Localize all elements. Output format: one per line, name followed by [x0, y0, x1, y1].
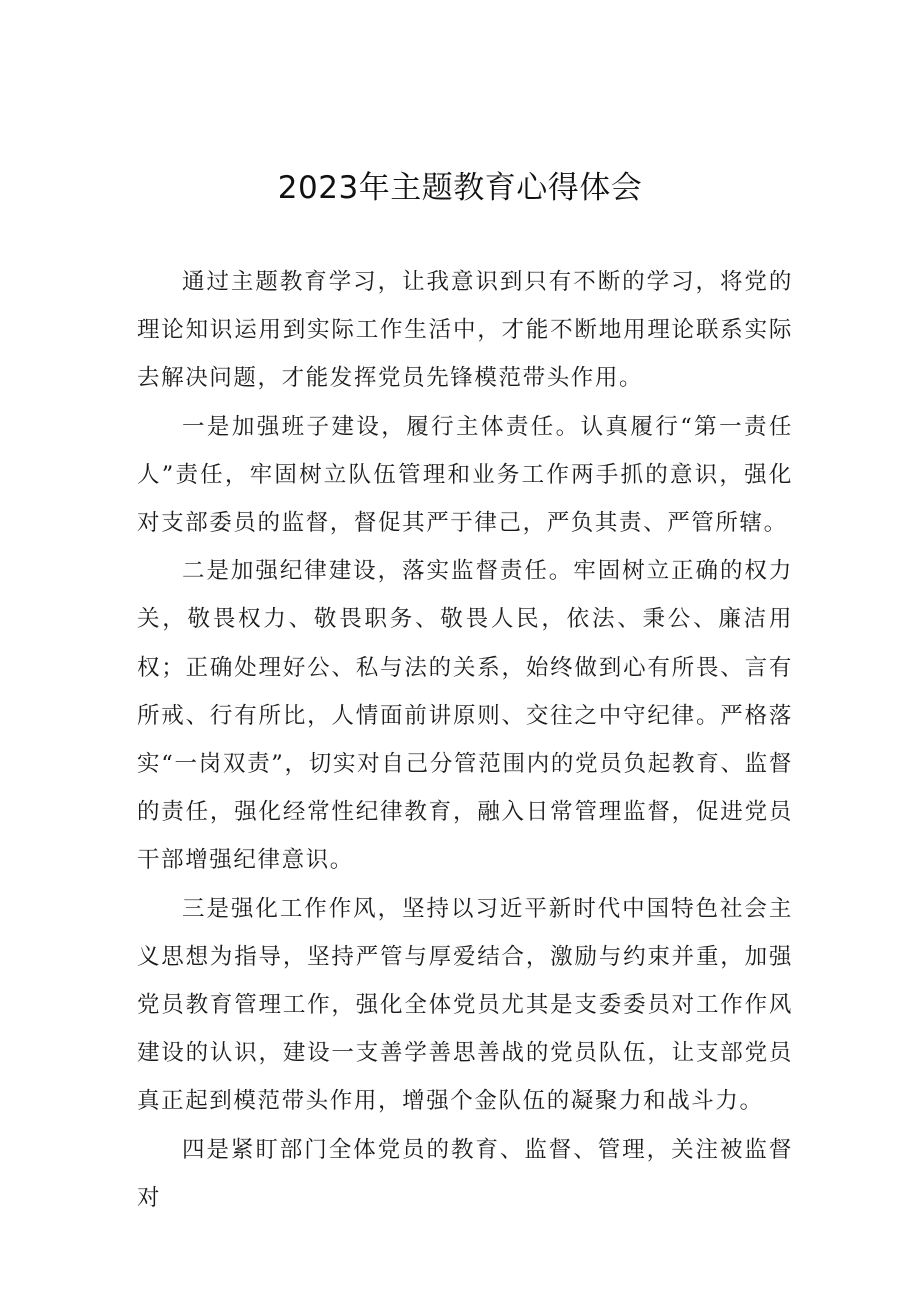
paragraph-point-two: 二是加强纪律建设，落实监督责任。牢固树立正确的权力关，敬畏权力、敬畏职务、敬畏人民，依法、秉公、廉洁用权；正确处理好公、私与法的关系，始终做到心有所畏、言有所戒、行有所比，人情面前讲原则、交往之中守纪律。严格落实“一岗双责”，切实对自己分管范围内的党员负起教育、监督的责任，强化经常性纪律教育，融入日常管理监督，促进党员干部增强纪律意识。 [137, 558, 793, 874]
paragraph-point-one: 一是加强班子建设，履行主体责任。认真履行“第一责任人”责任，牢固树立队伍管理和业务工作两手抓的意识，强化对支部委员的监督，督促其严于律己，严负其责、严管所辖。 [137, 413, 793, 537]
paragraph-intro: 通过主题教育学习，让我意识到只有不断的学习，将党的理论知识运用到实际工作生活中，才能不断地用理论联系实际去解决问题，才能发挥党员先锋模范带头作用。 [137, 269, 793, 392]
paragraph-point-four: 四是紧盯部门全体党员的教育、监督、管理，关注被监督对 [137, 1136, 793, 1211]
paragraph-point-three: 三是强化工作作风，坚持以习近平新时代中国特色社会主义思想为指导，坚持严管与厚爱结合，激励与约束并重，加强党员教育管理工作，强化全体党员尤其是支委委员对工作作风建设的认识，建设一支善学善思善战的党员队伍，让支部党员真正起到模范带头作用，增强个金队伍的凝聚力和战斗力。 [137, 895, 793, 1115]
document-title: 2023年主题教育心得体会 [277, 170, 643, 206]
document-body [137, 258, 793, 1222]
